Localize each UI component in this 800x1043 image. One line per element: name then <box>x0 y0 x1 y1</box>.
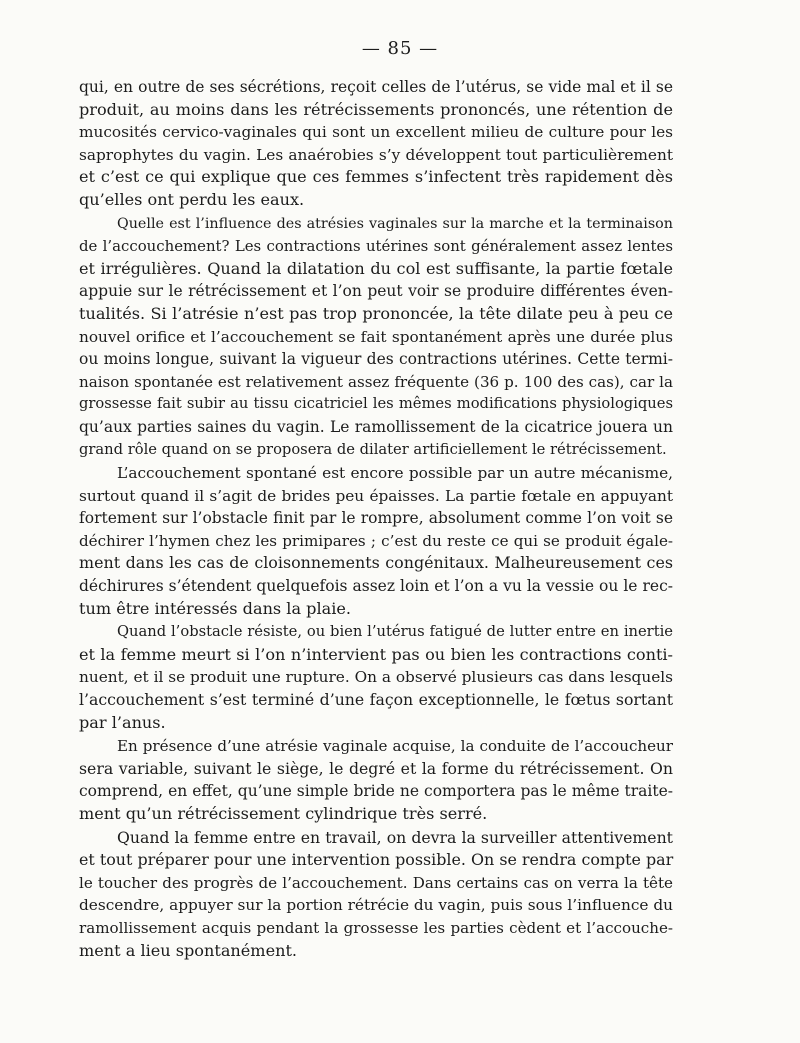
text-line: grand rôle quand on se proposera de dilater artificiellement le rétrécissement. <box>79 440 667 458</box>
text-line: surtout quand il s’agit de brides peu épaisses. La partie fœtale en appuyant <box>79 486 673 505</box>
text-line: ment qu’un rétrécissement cylindrique très serré. <box>79 804 488 823</box>
text-line: et tout préparer pour une intervention possible. On se rendra compte par <box>79 850 674 870</box>
text-line: mucosités cervico-vaginales qui sont un excellent milieu de culture pour les <box>79 123 673 142</box>
paragraph <box>79 827 673 963</box>
text-line: sera variable, suivant le siège, le degré et la forme du rétrécissement. On <box>79 758 673 778</box>
text-line: ment a lieu spontanément. <box>79 940 298 960</box>
text-line: nuent, et il se produit une rupture. On a observé plusieurs cas dans lesquels <box>79 668 673 687</box>
text-line: de l’accouchement? Les contractions utérines sont généralement assez lentes <box>79 237 673 256</box>
text-line: nouvel orifice et l’accouchement se fait spontanément après une durée plus <box>79 327 673 346</box>
text-line: fortement sur l’obstacle finit par le rompre, absolument comme l’on voit se <box>79 509 673 528</box>
text-line: ou moins longue, suivant la vigueur des contractions utérines. Cette termi- <box>79 350 673 369</box>
text-line: déchirures s’étendent quelquefois assez loin et l’on a vu la vessie ou le rec- <box>79 577 673 596</box>
text-line: comprend, en effet, qu’une simple bride ne comportera pas le même traite- <box>79 782 673 801</box>
text-line: Quelle est l’influence des atrésies vaginales sur la marche et la terminaison <box>117 215 673 232</box>
text-line: déchirer l’hymen chez les primipares ; c’est du reste ce qui se produit égale- <box>79 531 673 550</box>
text-line: et irrégulières. Quand la dilatation du col est suffisante, la partie fœtale <box>79 258 673 278</box>
text-line: ment dans les cas de cloisonnements congénitaux. Malheureusement ces <box>79 553 673 573</box>
text-line: Quand la femme entre en travail, on devra la surveiller attentivement <box>117 827 673 847</box>
text-line: par l’anus. <box>79 712 166 732</box>
text-line: qui, en outre de ses sécrétions, reçoit celles de l’utérus, se vide mal et il se <box>79 78 673 96</box>
text-line: descendre, appuyer sur la portion rétrécie du vagin, puis sous l’influence du <box>79 896 673 915</box>
text-line: et la femme meurt si l’on n’intervient pas ou bien les contractions conti- <box>79 644 673 664</box>
text-line: ramollissement acquis pendant la grossesse les parties cèdent et l’accouche- <box>79 918 673 937</box>
text-line: tualités. Si l’atrésie n’est pas trop prononcée, la tête dilate peu à peu ce <box>79 303 673 323</box>
paragraph <box>79 76 673 212</box>
text-line: grossesse fait subir au tissu cicatriciel les mêmes modifications physiologiques <box>79 395 673 413</box>
text-line: tum être intéressés dans la plaie. <box>79 598 351 618</box>
body-text <box>79 76 673 962</box>
text-line: l’accouchement s’est terminé d’une façon exceptionnelle, le fœtus sortant <box>79 690 673 710</box>
text-line: En présence d’une atrésie vaginale acquise, la conduite de l’accoucheur <box>117 737 673 756</box>
text-line: L’accouchement spontané est encore possible par un autre mécanisme, <box>117 464 673 483</box>
paragraph <box>79 621 673 734</box>
text-line: qu’aux parties saines du vagin. Le ramollissement de la cicatrice jouera un <box>79 417 673 436</box>
paragraph <box>79 462 673 620</box>
text-line: Quand l’obstacle résiste, ou bien l’utérus fatigué de lutter entre en inertie <box>117 623 673 641</box>
paragraph <box>79 735 673 825</box>
text-line: le toucher des progrès de l’accouchement. Dans certains cas on verra la tête <box>79 873 673 892</box>
text-line: appuie sur le rétrécissement et l’on peut voir se produire différentes éven- <box>79 282 673 301</box>
text-line: produit, au moins dans les rétrécissements prononcés, une rétention de <box>79 99 673 119</box>
text-line: naison spontanée est relativement assez fréquente (36 p. 100 des cas), car la <box>79 372 673 391</box>
page-number: — 85 — <box>361 38 439 59</box>
text-line: et c’est ce qui explique que ces femmes s’infectent très rapidement dès <box>79 167 673 187</box>
text-line: qu’elles ont perdu les eaux. <box>79 189 305 209</box>
paragraph <box>79 213 673 462</box>
text-line: saprophytes du vagin. Les anaérobies s’y développent tout particulièrement <box>79 145 673 164</box>
